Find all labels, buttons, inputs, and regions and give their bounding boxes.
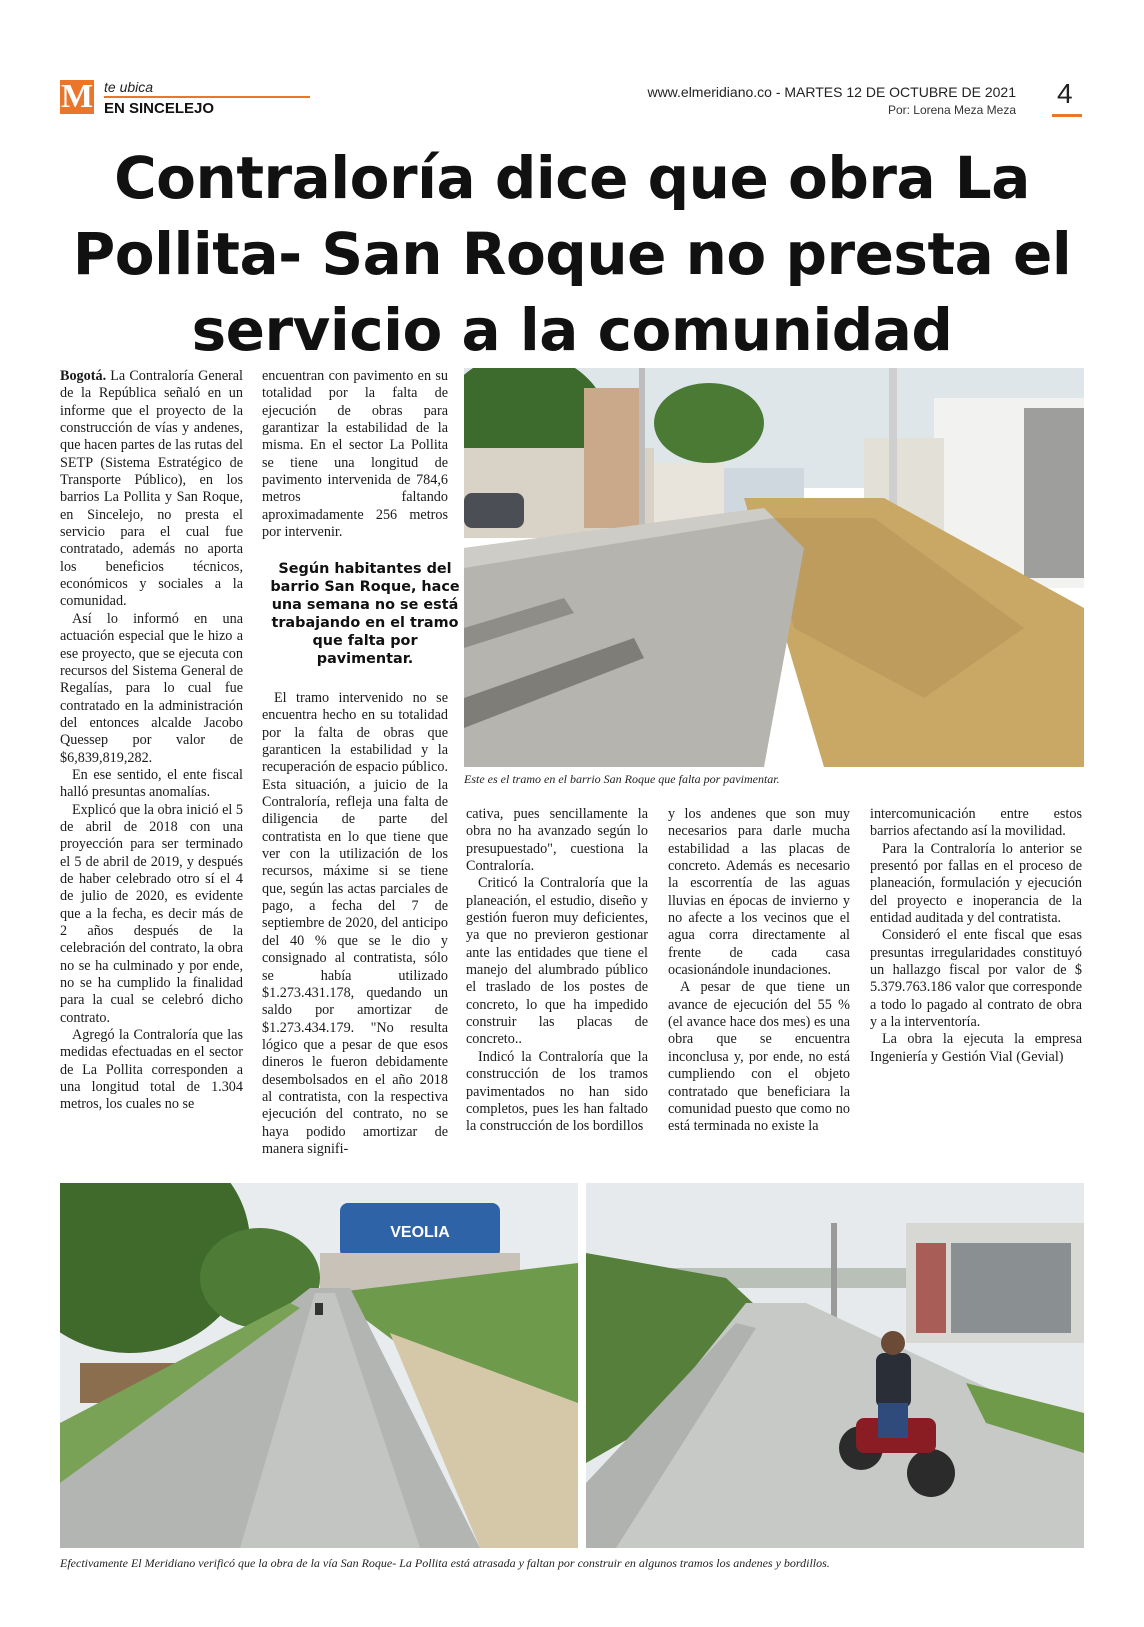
section-name: EN SINCELEJO [104,100,215,117]
article-paragraph: Así lo informó en una actuación especial que le hizo a ese proyecto, que se ejecuta con recursos del Sistema General de Regalías, para lo cual fue contratado en la administración del entonces alcalde Jacobo Quessep por valor de $6,839,819,282. [60,610,243,766]
article-paragraph: Indicó la Contraloría que la construcción de los tramos pavimentados no han sido completos, pues les han faltado la construcción de los bordillos [466,1048,648,1135]
article-column-1 [60,368,243,1114]
paragraph-text: La Contraloría General de la República señaló en un informe que el proyecto de la construcción de vías y andenes, que hacen partes de las rutas del SETP (Sistema Estratégico de Transporte Público), en los barrios La Pollita y San Roque, en Sincelejo, no presta el servicio para el cual fue contratado, además no aporta los beneficios técnicos, económicos y sociales a la comunidad. [60,368,243,610]
article-column-5 [870,806,1082,1066]
page-number: 4 [1057,78,1073,109]
article-column-2-continued [262,690,448,1158]
article-column-2 [262,368,448,541]
article-column-4 [668,806,850,1136]
section-kicker: te ubica [104,79,154,95]
article-paragraph: A pesar de que tiene un avance de ejecución del 55 % (el avance hace dos mes) es una obra que se encuentra inconclusa y, por ende, no está cumpliendo con el objeto contratado que beneficiara la comunidad puesto que como no está terminada no existe la [668,979,850,1135]
article-paragraph: cativa, pues sencillamente la obra no ha avanzado según lo presupuestado", cuestiona la Contraloría. [466,806,648,875]
article-paragraph: Consideró el ente fiscal que esas presuntas irregularidades constituyó un hallazgo fiscal por valor de $ 5.379.763.186 valor que corresponde a todo lo pagado al contrato de obra y a la interventoría. [870,927,1082,1031]
tank-sign-text: VEOLIA [390,1224,450,1241]
pull-quote: Según habitantes del barrio San Roque, hace una semana no se está trabajando en el tramo que falta por pavimentar. [270,561,460,667]
byline: Por: Lorena Meza Meza [887,103,1016,117]
article-paragraph: El tramo intervenido no se encuentra hecho en su totalidad por la falta de obras que garanticen la estabilidad y la recuperación de espacio público. Esta situación, a juicio de la Contraloría, refleja una falta de diligencia de parte del contratista en lo que tiene que ver con la utilización de los recursos, máxime si se tiene que, según las actas parciales de pago, a fecha del 7 de septiembre de 2020, del anticipo del 40 % que se le dio y consignado al contratista, sólo se había utilizado $1.273.431.178, quedando un saldo por amortizar de $1.273.434.179. "No resulta lógico que a pesar de que esos dineros le fueron debidamente desembolsados en el año 2018 al contratista, con la respectiva ejecución del contrato, no se haya podido amortizar de manera signifi- [262,690,448,1157]
article-paragraph: intercomunicación entre estos barrios afectando así la movilidad. [870,806,1082,840]
photo-motorcyclist-road [586,1183,1084,1548]
top-photo-caption: Este es el tramo en el barrio San Roque que falta por pavimentar. [464,772,780,786]
article-paragraph: Agregó la Contraloría que las medidas efectuadas en el sector de La Pollita corresponden a una longitud total de 1.304 metros, los cuales no se [60,1027,243,1113]
article-paragraph: Criticó la Contraloría que la planeación, el estudio, diseño y gestión fueron muy deficientes, ya que no previeron gestionar ante las entidades que tiene el manejo del alumbrado público el traslado de los postes de concreto, lo que ha impedido construir las placas de concreto.. [466,875,648,1048]
article-paragraph [60,368,243,611]
article-paragraph: encuentran con pavimento en su totalidad por la falta de ejecución de obras para garantizar la estabilidad de la misma. En el sector La Pollita se tiene una longitud de pavimento intervenida de 784,6 metros faltando aproximadamente 256 metros por intervenir. [262,368,448,541]
photo-san-roque-street [464,368,1084,767]
article-paragraph: En ese sentido, el ente fiscal halló presuntas anomalías. [60,766,243,801]
photo-la-pollita-road [60,1183,578,1548]
article-column-3 [466,806,648,1136]
article-paragraph: Para la Contraloría lo anterior se presentó por fallas en el proceso de planeación, formulación y ejecución del proyecto e inoperancia de la entidad auditada y del contratista. [870,840,1082,927]
dateline-city: Bogotá. [60,368,107,384]
page-number-underline [1052,114,1082,117]
section-underline [104,96,310,98]
article-paragraph: y los andenes que son muy necesarios para darle mucha estabilidad a las placas de concreto. Además es necesario la escorrentía de las aguas lluvias en épocas de invierno y no afecte a los vecinos que el agua corra directamente al frente de cada casa ocasionándole inundaciones. [668,806,850,979]
dateline: www.elmeridiano.co - MARTES 12 DE OCTUBRE DE 2021 [647,84,1016,100]
article-paragraph: La obra la ejecuta la empresa Ingeniería y Gestión Vial (Gevial) [870,1031,1082,1065]
article-paragraph: Explicó que la obra inició el 5 de abril de 2018 con una proyección para ser terminado el 5 de abril de 2019, y después de haber celebrado otro sí el 4 de julio de 2020, es evidente que a la fecha, es decir más de 2 años después de la celebración del contrato, la obra no se ha culminado y por ende, no se ha cumplido la finalidad para la cual se celebró dicho contrato. [60,801,243,1026]
headline: Contraloría dice que obra La Pollita- San Roque no presta el servicio a la comunidad [72,144,1072,364]
bottom-photos-caption: Efectivamente El Meridiano verificó que la obra de la vía San Roque- La Pollita está atrasada y faltan por construir en algunos tramos los andenes y bordillos. [60,1556,830,1570]
newspaper-logo: M [60,78,94,115]
